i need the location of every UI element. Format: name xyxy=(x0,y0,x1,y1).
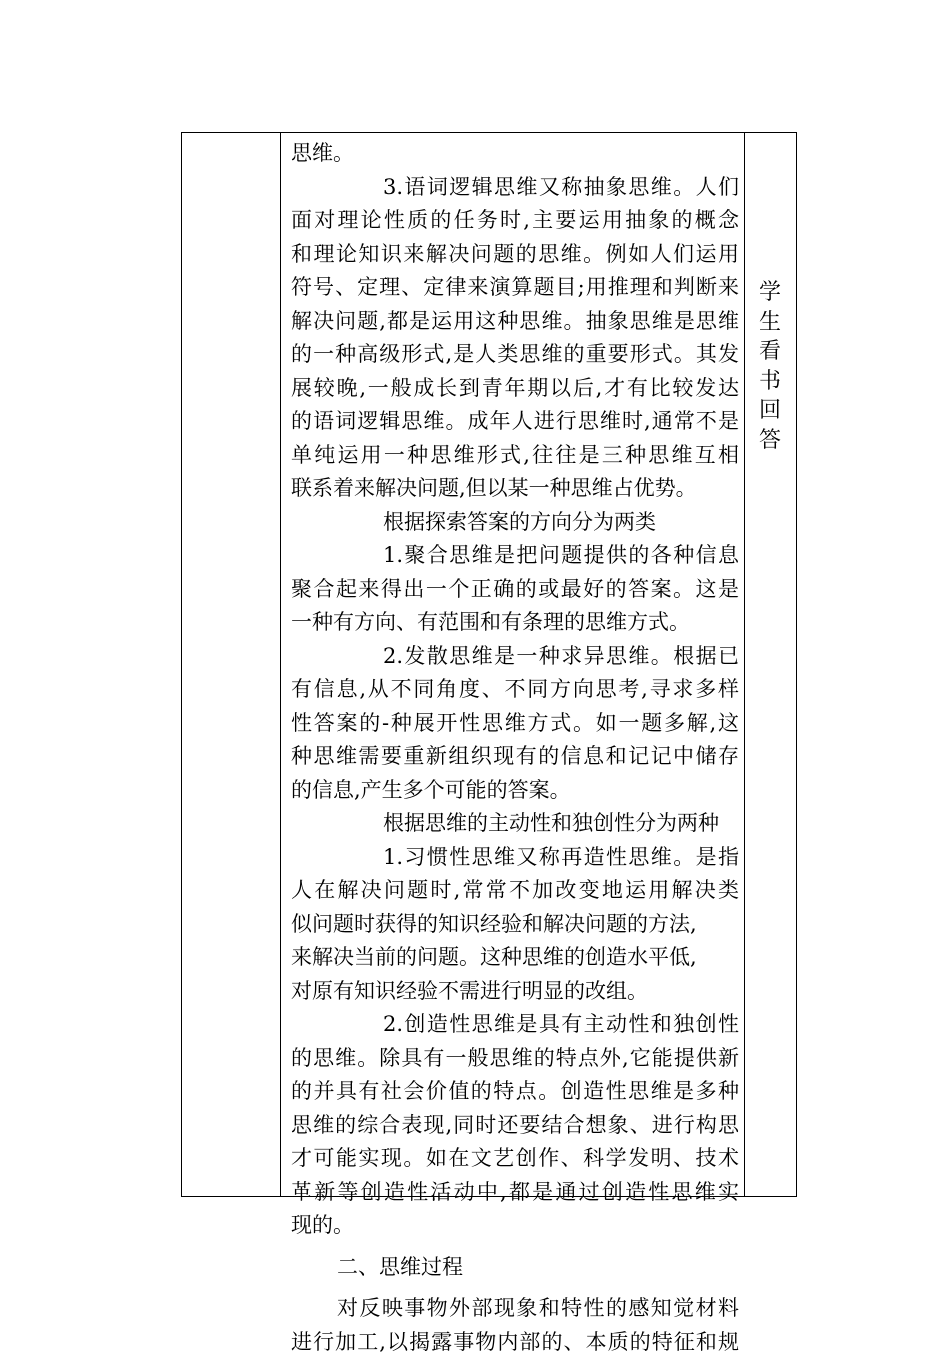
text-line: 有信息,从不同角度、不同方向思考,寻求多样 xyxy=(291,677,739,701)
text-line: 的思维。除具有一般思维的特点外,它能提供新 xyxy=(291,1045,739,1070)
text-line: 单纯运用一种思维形式,往往是三种思维互相 xyxy=(291,442,739,467)
text-line: 3.语词逻辑思维又称抽象思维。人们 xyxy=(383,174,739,199)
text-line: 1.聚合思维是把问题提供的各种信息 xyxy=(383,543,739,567)
text-line: 对反映事物外部现象和特性的感知觉材料 xyxy=(337,1296,739,1320)
text-line: 2.发散思维是一种求异思维。根据已 xyxy=(383,643,739,668)
side-char: 书 xyxy=(758,368,781,394)
text-line: 对原有知识经验不需进行明显的改组。 xyxy=(291,978,648,1003)
text-line: 根据思维的主动性和独创性分为两种 xyxy=(383,811,719,835)
text-line: 的信息,产生多个可能的答案。 xyxy=(291,777,571,802)
lesson-table xyxy=(181,132,797,1354)
text-line: 思维的综合表现,同时还要结合想象、进行构思 xyxy=(291,1112,739,1137)
text-line: 面对理论性质的任务时,主要运用抽象的概念 xyxy=(291,208,739,232)
text-line: 的一种高级形式,是人类思维的重要形式。其发 xyxy=(291,342,739,366)
text-line: 思维。 xyxy=(291,141,354,165)
side-char: 生 xyxy=(758,309,781,335)
text-line: 展较晚,一般成长到青年期以后,才有比较发达 xyxy=(291,375,739,400)
side-char: 学 xyxy=(758,280,781,305)
text-line: 似问题时获得的知识经验和解决问题的方法, xyxy=(291,911,697,936)
text-line: 才可能实现。如在文艺创作、科学发明、技术 xyxy=(291,1146,739,1170)
text-line: 人在解决问题时,常常不加改变地运用解决类 xyxy=(291,878,739,902)
table-content-column xyxy=(281,133,745,1354)
side-char: 回 xyxy=(758,398,781,423)
text-line: 根据探索答案的方向分为两类 xyxy=(383,509,656,534)
text-line: 来解决当前的问题。这种思维的创造水平低, xyxy=(291,945,697,969)
text-line: 1.习惯性思维又称再造性思维。是指 xyxy=(383,844,739,869)
text-line: 现的。 xyxy=(291,1213,354,1237)
section-heading: 二、思维过程 xyxy=(337,1254,463,1279)
side-char: 答 xyxy=(758,427,781,453)
text-line: 种思维需要重新组织现有的信息和记记中储存 xyxy=(291,744,739,768)
table-left-column xyxy=(182,133,281,1196)
text-line: 符号、定理、定律来演算题目;用推理和判断来 xyxy=(291,275,739,299)
text-line: 一种有方向、有范围和有条理的思维方式。 xyxy=(291,610,690,634)
text-line: 聚合起来得出一个正确的或最好的答案。这是 xyxy=(291,576,739,601)
table-activity-column xyxy=(745,133,795,1196)
text-line: 的语词逻辑思维。成年人进行思维时,通常不是 xyxy=(291,409,739,433)
text-line: 革新等创造性活动中,都是通过创造性思维实 xyxy=(291,1179,739,1204)
text-line: 联系着来解决问题,但以某一种思维占优势。 xyxy=(291,476,697,500)
text-line: 和理论知识来解决问题的思维。例如人们运用 xyxy=(291,241,739,266)
text-line: 性答案的-种展开性思维方式。如一题多解,这 xyxy=(291,710,739,735)
side-char: 看 xyxy=(758,339,781,364)
text-line: 的并具有社会价值的特点。创造性思维是多种 xyxy=(291,1079,739,1103)
text-line: 解决问题,都是运用这种思维。抽象思维是思维 xyxy=(291,308,739,333)
text-line: 2.创造性思维是具有主动性和独创性 xyxy=(383,1012,739,1036)
text-line: 进行加工,以揭露事物内部的、本质的特征和规 xyxy=(291,1329,739,1354)
